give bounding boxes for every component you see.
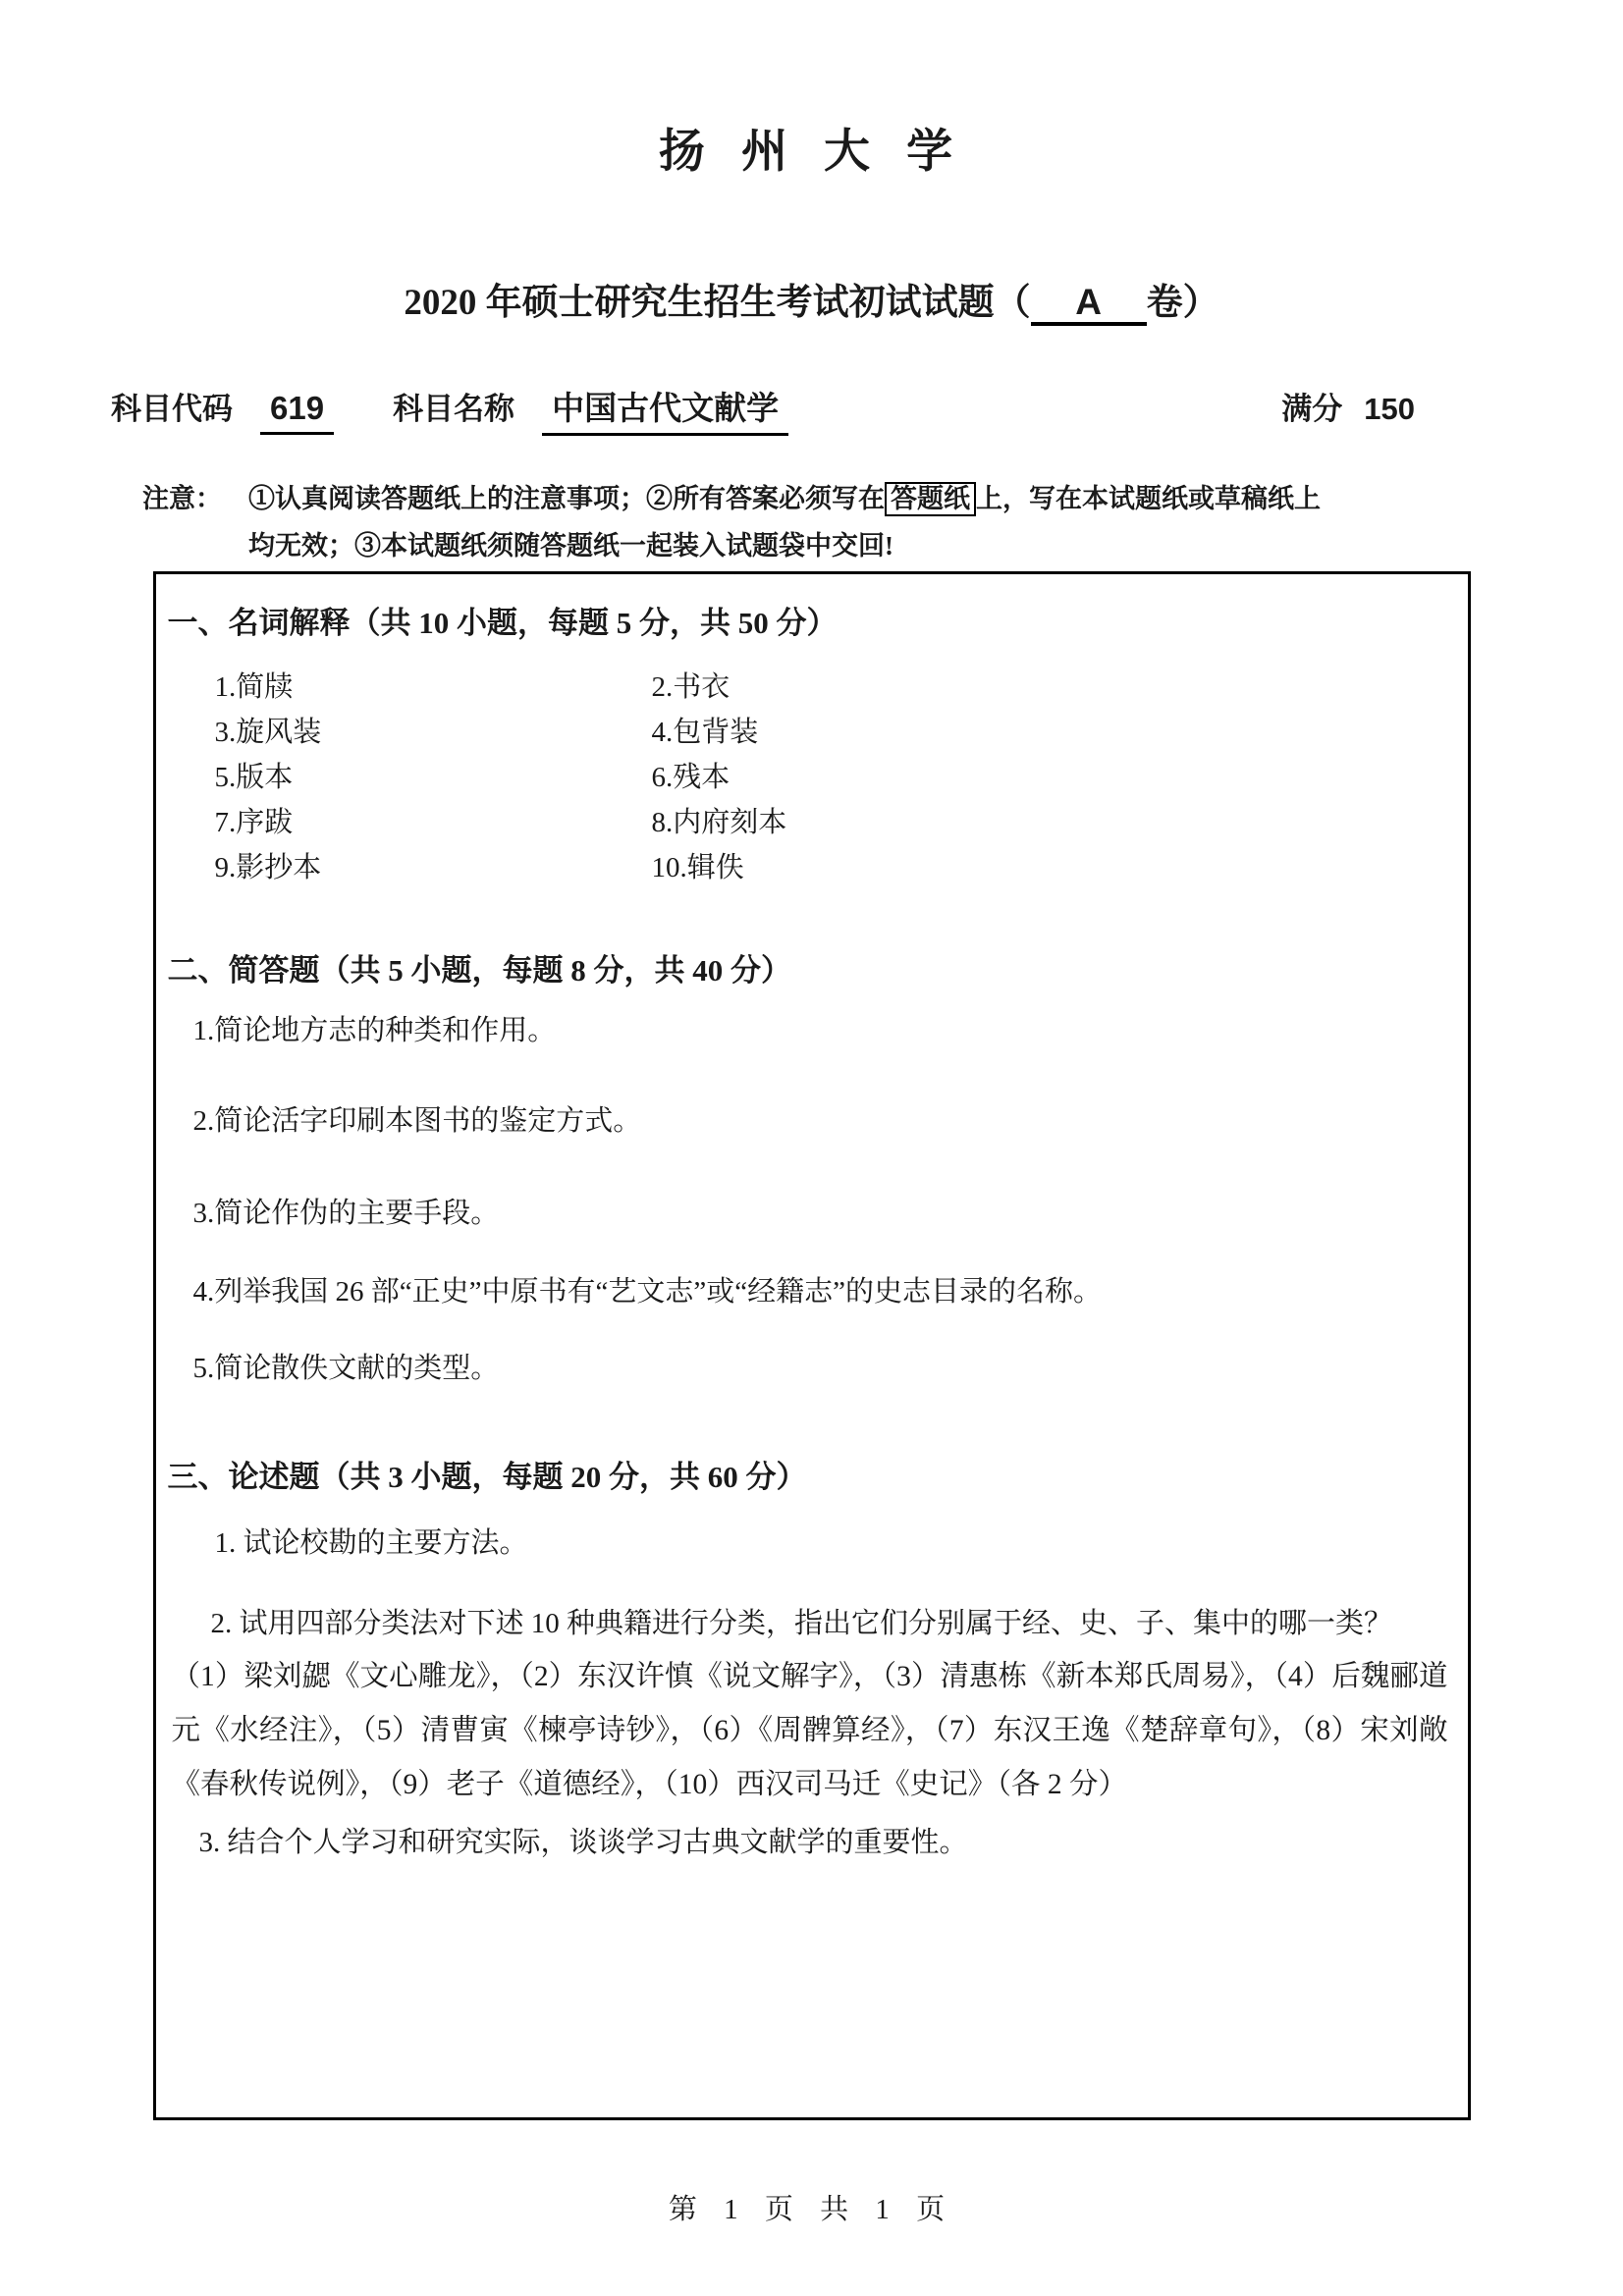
term-item: 1.简牍 — [214, 670, 294, 703]
term-item: 5.版本 — [214, 761, 294, 793]
essay-question-1: 1. 试论校勘的主要方法。 — [214, 1526, 528, 1559]
section-2-questions — [168, 1014, 1448, 1385]
subject-code-label: 科目代码 — [111, 391, 233, 426]
term-item: 2.书衣 — [651, 670, 730, 703]
notice-block — [0, 475, 1623, 569]
notice-line-1: ①认真阅读答题纸上的注意事项；②所有答案必须写在 答题纸 上，写在本试题纸或草稿纸上 — [248, 475, 1321, 522]
term-item: 6.残本 — [651, 761, 730, 793]
term-item: 8.内府刻本 — [651, 806, 787, 838]
section-2-heading: 二、简答题（共 5 小题，每题 8 分，共 40 分） — [167, 952, 791, 988]
essay-question-3: 3. 结合个人学习和研究实际，谈谈学习古典文献学的重要性。 — [198, 1826, 968, 1858]
term-item: 4.包背装 — [651, 716, 759, 748]
question-box — [153, 571, 1471, 2120]
full-score-value: 150 — [1364, 391, 1415, 426]
notice-line-2: 均无效；③本试题纸须随答题纸一起装入试题袋中交回! — [248, 530, 893, 561]
university-title: 扬 州 大 学 — [658, 125, 965, 177]
answer-sheet-boxed-term: 答题纸 — [885, 482, 976, 516]
exam-title-suffix: 卷） — [1146, 283, 1219, 324]
subject-code-value: 619 — [260, 388, 334, 435]
question-item: 2.简论活字印刷本图书的鉴定方式。 — [192, 1104, 642, 1137]
exam-title-prefix: 2020 年硕士研究生招生考试初试试题（ — [404, 283, 1031, 324]
subject-name-value: 中国古代文献学 — [542, 389, 788, 436]
question-item: 1.简论地方志的种类和作用。 — [192, 1014, 557, 1046]
question-item: 5.简论散佚文献的类型。 — [192, 1352, 500, 1384]
section-1-heading: 一、名词解释（共 10 小题，每题 5 分，共 50 分） — [167, 605, 838, 640]
exam-title — [0, 281, 1623, 326]
term-item: 3.旋风装 — [214, 716, 322, 748]
subject-info-row — [0, 388, 1623, 436]
full-score-label: 满分 — [1281, 391, 1343, 426]
subject-name-label: 科目名称 — [393, 391, 515, 426]
page-number-footer: 第 1 页 共 1 页 — [668, 2194, 955, 2225]
notice-body — [248, 475, 1321, 569]
term-item: 7.序跋 — [214, 806, 294, 838]
question-item: 3.简论作伪的主要手段。 — [192, 1197, 500, 1229]
paper-variant-blank: A — [1031, 284, 1147, 326]
question-item: 4.列举我国 26 部“正史”中原书有“艺文志”或“经籍志”的史志目录的名称。 — [192, 1275, 1102, 1308]
essay-question-2: 2. 试用四部分类法对下述 10 种典籍进行分类，指出它们分别属于经、史、子、集中的哪一类？ — [210, 1607, 1393, 1639]
term-item: 10.辑佚 — [651, 851, 744, 883]
notice-label: 注意： — [142, 483, 222, 513]
section-1-terms-list — [168, 665, 1448, 890]
essay-question-2-book-list: （1）梁刘勰《文心雕龙》，（2）东汉许慎《说文解字》，（3）清惠栋《新本郑氏周易》，（4）后魏郦道元《水经注》，（5）清曹寅《楝亭诗钞》，（6）《周髀算经》，（7）东汉王逸《楚辞章句》，（8）宋刘敞《春秋传说例》，（9）老子《道德经》，（10）西汉司马迁《史记》（各 2 分） — [171, 1660, 1448, 1800]
full-score — [1281, 390, 1415, 429]
term-item: 9.影抄本 — [214, 851, 322, 883]
section-3-heading: 三、论述题（共 3 小题，每题 20 分，共 60 分） — [167, 1459, 807, 1494]
